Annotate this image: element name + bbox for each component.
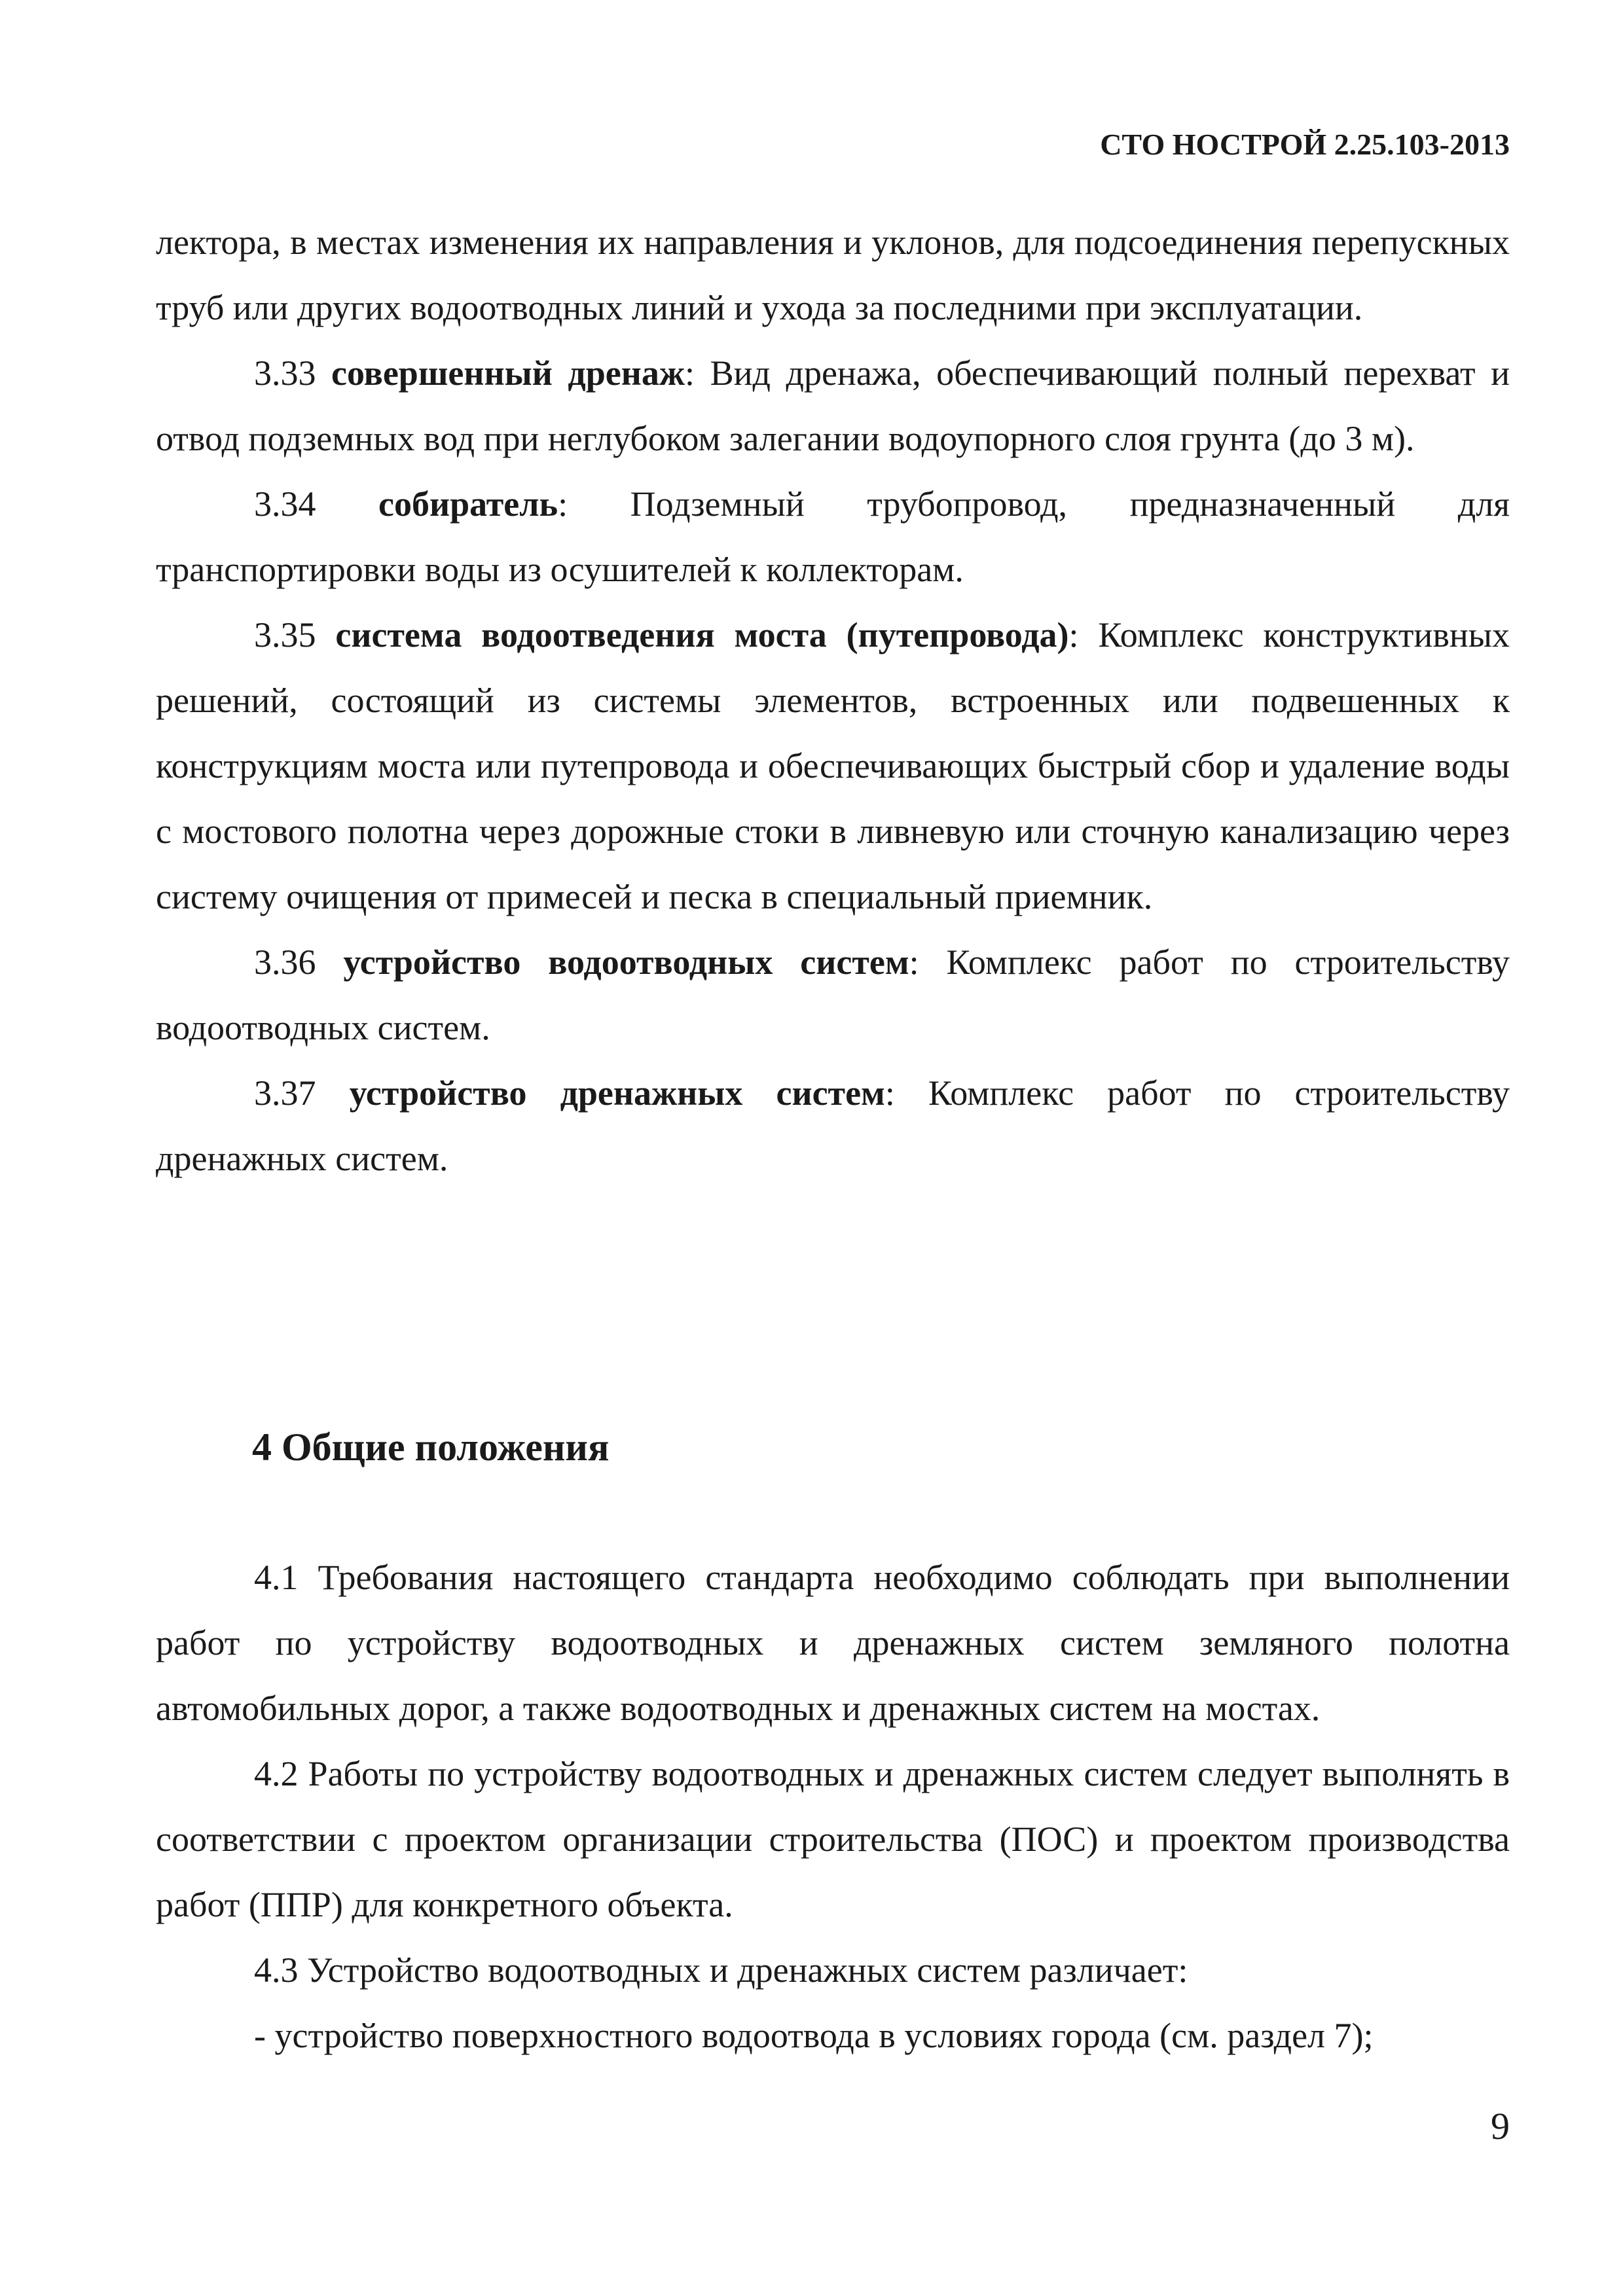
term-definition: Комплекс конструктивных решений, состоящий из системы элементов, встроенных или подвешенных к конструкциям моста или путепровода и обеспечивающих быстрый сбор и удаление воды с мостового полотна через дорожные стоки в ливневую или сточную канализацию через систему очищения от примесей и песка в специальный приемник. (156, 615, 1510, 916)
continuation-paragraph: лектора, в местах изменения их направления и уклонов, для подсоединения перепускных труб или других водоотводных линий и ухода за последними при эксплуатации. (156, 223, 1510, 327)
terms-block (156, 209, 1510, 1191)
list-item: - устройство поверхностного водоотвода в условиях города (см. раздел 7); (254, 2016, 1374, 2055)
section-heading: 4 Общие положения (252, 1426, 610, 1469)
term-separator: : (685, 353, 695, 393)
term-paragraph-3-37 (156, 1060, 1510, 1191)
term-definition: Вид дренажа, обеспечивающий полный перехват и отвод подземных вод при неглубоком залегании водоупорного слоя грунта (до 3 м). (156, 353, 1510, 458)
term-separator: : (884, 1073, 895, 1113)
term-number: 3.34 (254, 484, 316, 524)
term-name: устройство дренажных систем (349, 1073, 885, 1113)
section-4-block (156, 1545, 1510, 2068)
term-definition: Подземный трубопровод, предназначенный для транспортировки воды из осушителей к коллекторам. (156, 484, 1510, 589)
paragraph-4-2: 4.2 Работы по устройству водоотводных и дренажных систем следует выполнять в соответствии с проектом организации строительства (ПОС) и проектом производства работ (ППР) для конкретного объекта. (156, 1754, 1510, 1924)
term-name: система водоотведения моста (путепровода) (335, 615, 1069, 655)
document-code-header: СТО НОСТРОЙ 2.25.103-2013 (1100, 128, 1510, 161)
term-paragraph-3-33 (156, 340, 1510, 471)
term-number: 3.33 (254, 353, 316, 393)
term-separator: : (909, 942, 919, 982)
term-name: совершенный дренаж (331, 353, 685, 393)
term-name: собиратель (378, 484, 558, 524)
term-number: 3.36 (254, 942, 316, 982)
term-separator: : (1068, 615, 1079, 655)
term-name: устройство водоотводных систем (343, 942, 909, 982)
term-separator: : (558, 484, 568, 524)
paragraph-4-1: 4.1 Требования настоящего стандарта необходимо соблюдать при выполнении работ по устройству водоотводных и дренажных систем земляного полотна автомобильных дорог, а также водоотводных и дренажных систем на мостах. (156, 1558, 1510, 1728)
term-paragraph-3-35 (156, 602, 1510, 929)
term-number: 3.35 (254, 615, 316, 655)
term-definition: Комплекс работ по строительству дренажных систем. (156, 1073, 1510, 1178)
paragraph-4-3: 4.3 Устройство водоотводных и дренажных систем различает: (254, 1950, 1188, 1990)
term-paragraph-3-36 (156, 929, 1510, 1060)
term-paragraph-3-34 (156, 471, 1510, 602)
page-number: 9 (1491, 2105, 1510, 2147)
term-number: 3.37 (254, 1073, 316, 1113)
term-definition: Комплекс работ по строительству водоотводных систем. (156, 942, 1510, 1047)
